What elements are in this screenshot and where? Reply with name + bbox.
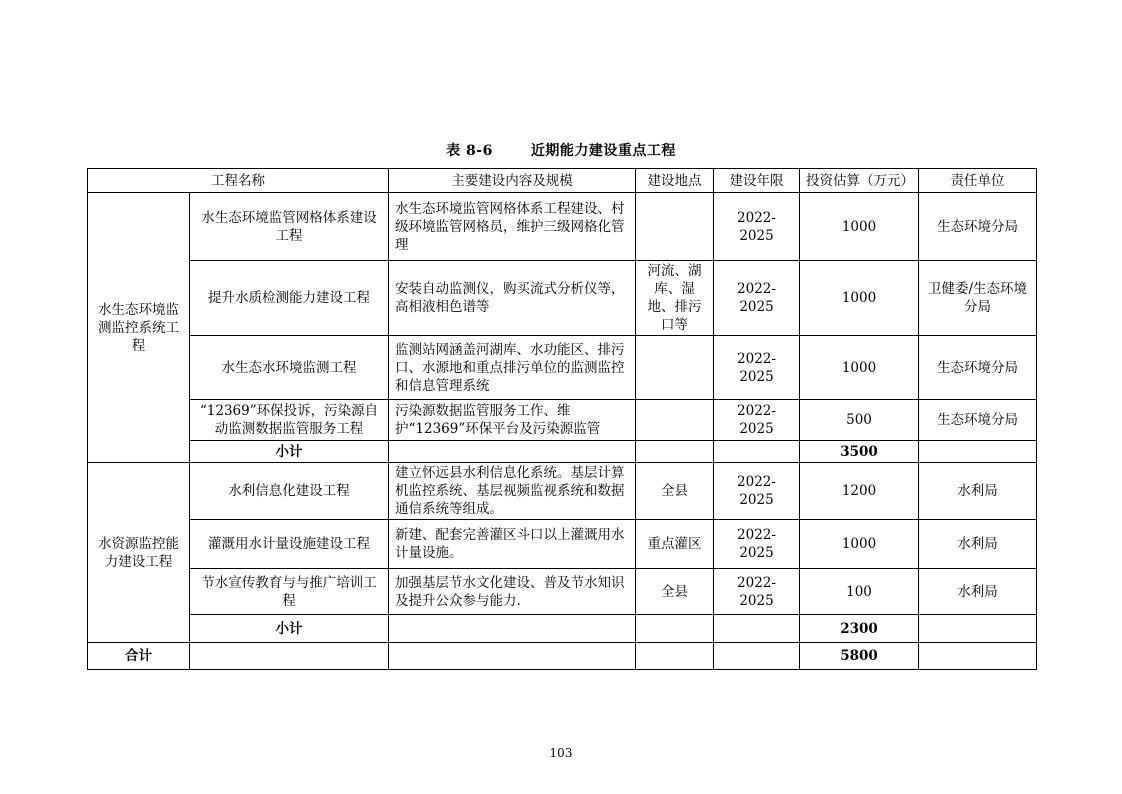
project-content: 污染源数据监管服务工作、维护“12369”环保平台及污染源监管 [389, 400, 636, 441]
project-unit: 卫健委/生态环境分局 [919, 261, 1037, 336]
project-name: 节水宣传教育与与推广培训工程 [190, 569, 389, 615]
project-period: 2022-2025 [714, 336, 800, 400]
table-row [88, 261, 1037, 336]
subtotal-row [88, 441, 1037, 463]
project-period: 2022-2025 [714, 193, 800, 261]
subtotal-value: 3500 [800, 441, 919, 463]
project-content: 加强基层节水文化建设、普及节水知识及提升公众参与能力. [389, 569, 636, 615]
group-name: 水资源监控能力建设工程 [88, 463, 190, 643]
project-name: “12369”环保投诉，污染源自动监测数据监管服务工程 [190, 400, 389, 441]
table-row [88, 463, 1037, 520]
empty-cell [919, 441, 1037, 463]
total-row [88, 643, 1037, 670]
empty-cell [636, 643, 714, 670]
empty-cell [919, 615, 1037, 643]
project-investment: 1000 [800, 261, 919, 336]
header-period: 建设年限 [714, 169, 800, 193]
table-number: 表 8-6 [446, 143, 493, 159]
header-content: 主要建设内容及规模 [389, 169, 636, 193]
table-caption: 近期能力建设重点工程 [530, 143, 676, 159]
project-unit: 水利局 [919, 520, 1037, 569]
project-location: 全县 [636, 569, 714, 615]
project-table [87, 168, 1037, 670]
subtotal-label: 小计 [190, 441, 389, 463]
project-investment: 100 [800, 569, 919, 615]
group-name: 水生态环境监测监控系统工程 [88, 193, 190, 463]
empty-cell [714, 643, 800, 670]
header-project-name: 工程名称 [88, 169, 389, 193]
project-period: 2022-2025 [714, 520, 800, 569]
project-period: 2022-2025 [714, 400, 800, 441]
project-content: 新建、配套完善灌区斗口以上灌溉用水计量设施。 [389, 520, 636, 569]
empty-cell [636, 615, 714, 643]
empty-cell [636, 441, 714, 463]
project-location [636, 400, 714, 441]
project-content: 安装自动监测仪，购买流式分析仪等，高相液相色谱等 [389, 261, 636, 336]
project-unit: 生态环境分局 [919, 336, 1037, 400]
project-investment: 1200 [800, 463, 919, 520]
project-investment: 1000 [800, 520, 919, 569]
page-number: 103 [549, 746, 573, 760]
project-content: 监测站网涵盖河湖库、水功能区、排污口、水源地和重点排污单位的监测监控和信息管理系统 [389, 336, 636, 400]
table-row [88, 193, 1037, 261]
project-investment: 1000 [800, 336, 919, 400]
table-row [88, 569, 1037, 615]
project-location: 全县 [636, 463, 714, 520]
subtotal-label: 小计 [190, 615, 389, 643]
project-location: 河流、湖库、湿地、排污口等 [636, 261, 714, 336]
project-name: 水生态环境监管网格体系建设工程 [190, 193, 389, 261]
header-location: 建设地点 [636, 169, 714, 193]
total-value: 5800 [800, 643, 919, 670]
empty-cell [389, 643, 636, 670]
project-unit: 水利局 [919, 569, 1037, 615]
project-unit: 生态环境分局 [919, 193, 1037, 261]
table-header-row [88, 169, 1037, 193]
empty-cell [714, 615, 800, 643]
table-row [88, 336, 1037, 400]
project-period: 2022-2025 [714, 261, 800, 336]
project-name: 提升水质检测能力建设工程 [190, 261, 389, 336]
project-unit: 水利局 [919, 463, 1037, 520]
project-investment: 500 [800, 400, 919, 441]
table-row [88, 520, 1037, 569]
project-unit: 生态环境分局 [919, 400, 1037, 441]
empty-cell [389, 615, 636, 643]
header-investment: 投资估算（万元） [800, 169, 919, 193]
empty-cell [190, 643, 389, 670]
project-content: 建立怀远县水利信息化系统。基层计算机监控系统、基层视频监视系统和数据通信系统等组成。 [389, 463, 636, 520]
project-name: 水生态水环境监测工程 [190, 336, 389, 400]
project-name: 灌溉用水计量设施建设工程 [190, 520, 389, 569]
project-name: 水利信息化建设工程 [190, 463, 389, 520]
table-title [0, 140, 1122, 160]
project-investment: 1000 [800, 193, 919, 261]
project-content: 水生态环境监管网格体系工程建设、村级环境监管网格员，维护三级网格化管理 [389, 193, 636, 261]
empty-cell [389, 441, 636, 463]
subtotal-row [88, 615, 1037, 643]
project-location [636, 336, 714, 400]
empty-cell [714, 441, 800, 463]
subtotal-value: 2300 [800, 615, 919, 643]
project-period: 2022-2025 [714, 569, 800, 615]
total-label: 合计 [88, 643, 190, 670]
header-unit: 责任单位 [919, 169, 1037, 193]
project-period: 2022-2025 [714, 463, 800, 520]
project-location [636, 193, 714, 261]
table-row [88, 400, 1037, 441]
project-location: 重点灌区 [636, 520, 714, 569]
empty-cell [919, 643, 1037, 670]
